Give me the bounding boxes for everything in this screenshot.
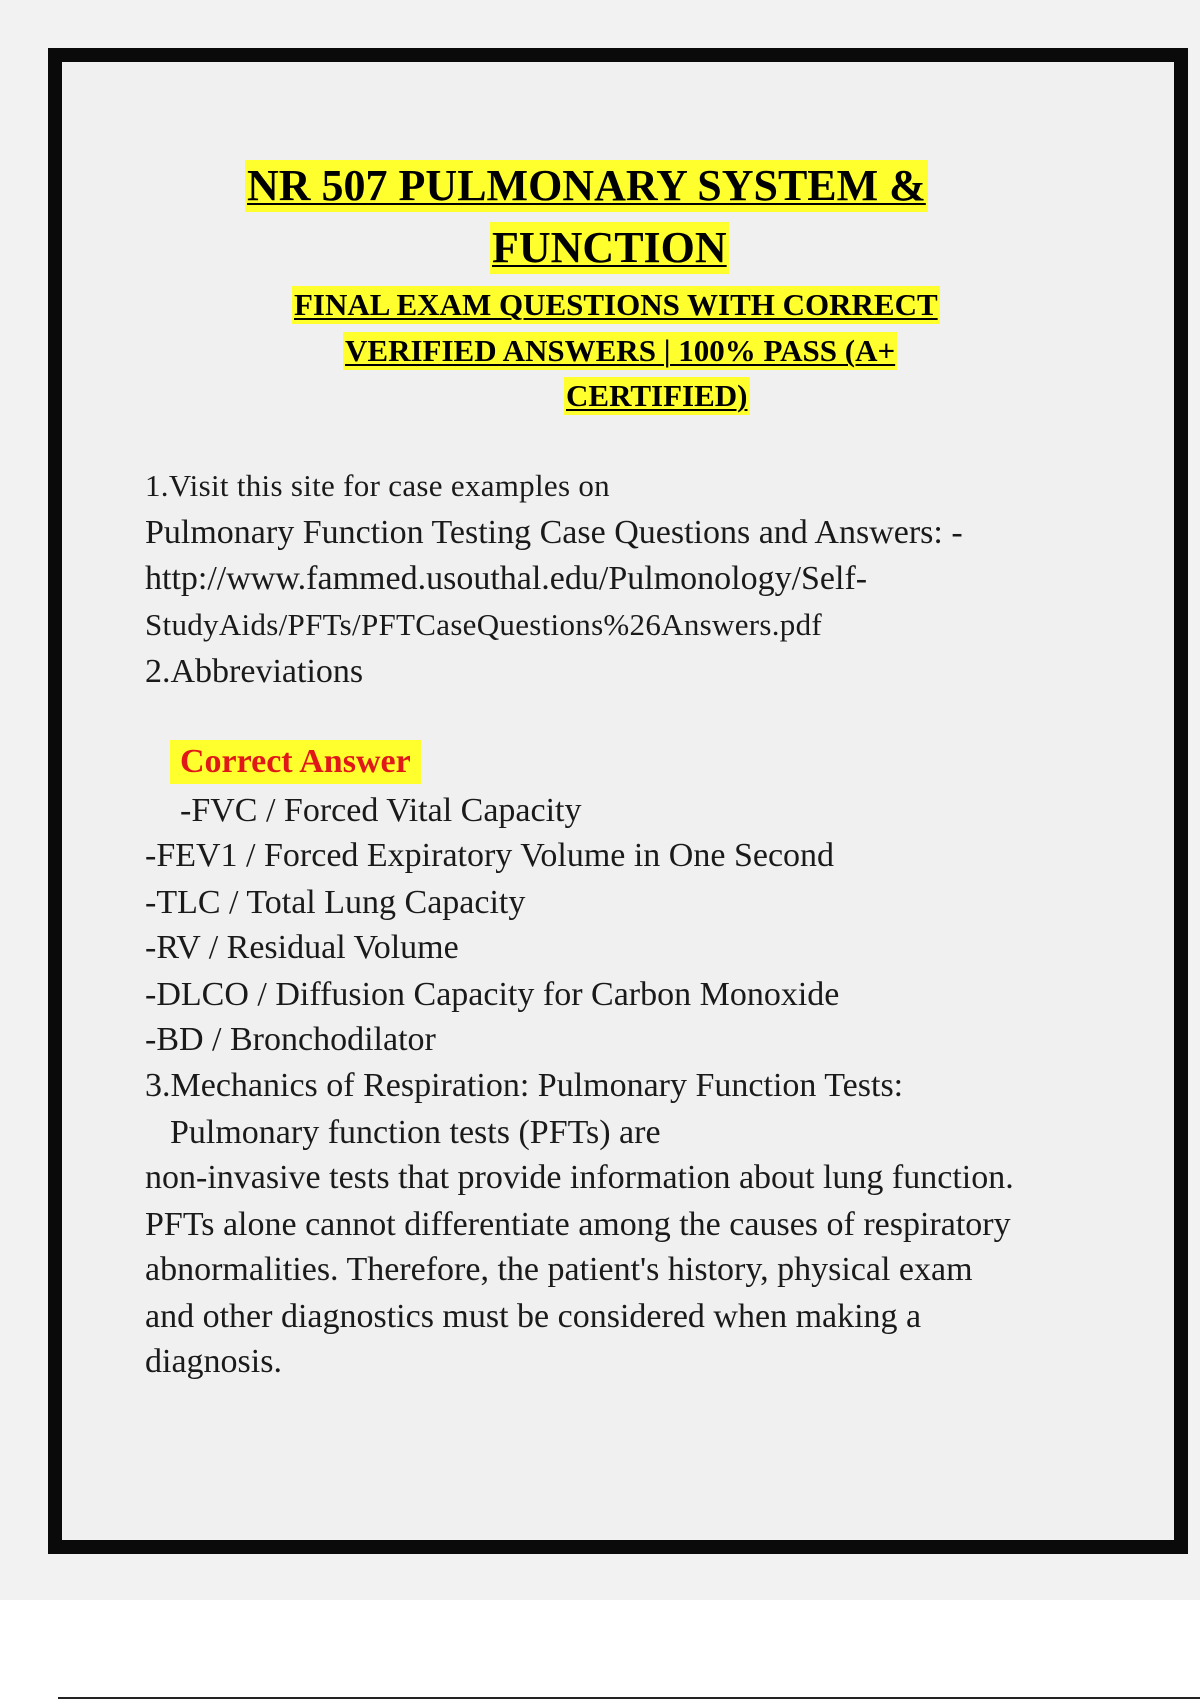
footer-divider [58, 1697, 1200, 1699]
document-subtitle-line-3: CERTIFIED) [566, 378, 748, 413]
document-subtitle-line-2: VERIFIED ANSWERS | 100% PASS (A+ [345, 333, 896, 368]
abbreviation-item: -TLC / Total Lung Capacity [145, 884, 526, 921]
document-subtitle-line-1: FINAL EXAM QUESTIONS WITH CORRECT [294, 287, 938, 322]
q3-answer-line: Pulmonary function tests (PFTs) are [170, 1114, 661, 1151]
q2-prompt: 2.Abbreviations [145, 653, 364, 690]
q3-answer-line: and other diagnostics must be considered when making a [145, 1298, 922, 1335]
q3-answer-line: PFTs alone cannot differentiate among the causes of respiratory [145, 1206, 1011, 1243]
q1-url-part-1: http://www.fammed.usouthal.edu/Pulmonology/Self- [145, 560, 868, 597]
abbreviation-item: -BD / Bronchodilator [145, 1021, 436, 1058]
q3-answer-line: non-invasive tests that provide information about lung function. [145, 1159, 1014, 1196]
abbreviation-item: -FEV1 / Forced Expiratory Volume in One Second [145, 837, 835, 874]
q1-url-part-2: StudyAids/PFTs/PFTCaseQuestions%26Answers.pdf [145, 607, 823, 642]
q3-answer-line: diagnosis. [145, 1343, 282, 1380]
q1-prompt: 1.Visit this site for case examples on [145, 468, 610, 503]
document-title-line-1: NR 507 PULMONARY SYSTEM & [247, 161, 926, 210]
q1-link-title: Pulmonary Function Testing Case Questions and Answers: - [145, 514, 963, 551]
abbreviation-item: -FVC / Forced Vital Capacity [180, 792, 582, 829]
q3-answer-line: abnormalities. Therefore, the patient's history, physical exam [145, 1251, 973, 1288]
abbreviation-item: -RV / Residual Volume [145, 929, 459, 966]
abbreviation-item: -DLCO / Diffusion Capacity for Carbon Monoxide [145, 976, 840, 1013]
q3-prompt: 3.Mechanics of Respiration: Pulmonary Function Tests: [145, 1067, 904, 1104]
correct-answer-badge: Correct Answer [170, 740, 421, 784]
document-title-line-2: FUNCTION [492, 223, 727, 272]
